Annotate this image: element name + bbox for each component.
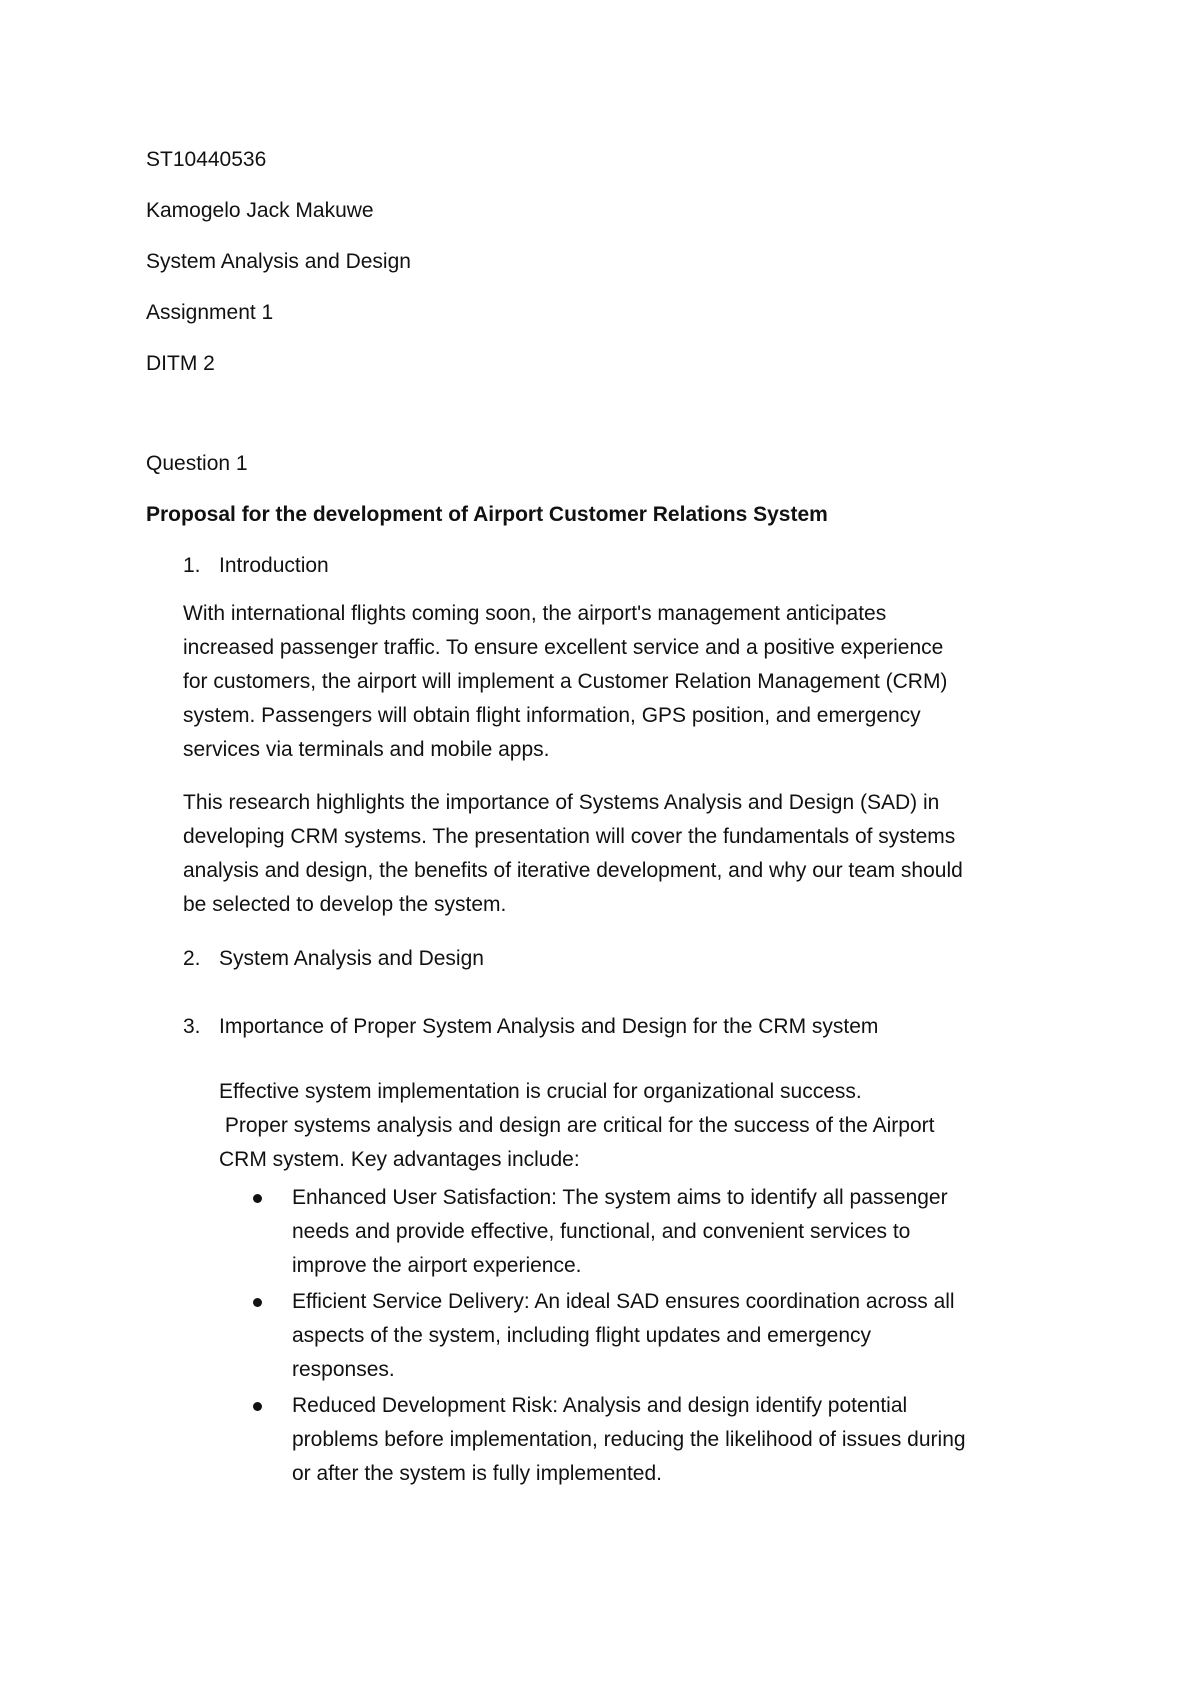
text-line: for customers, the airport will implement a Customer Relation Management (CRM)	[183, 670, 948, 693]
text-line: Effective system implementation is crucial for organizational success.	[219, 1080, 862, 1103]
section-heading-introduction	[183, 553, 329, 579]
intro-paragraph-2	[183, 786, 1083, 922]
text-line: responses.	[292, 1358, 395, 1381]
text-line: needs and provide effective, functional, and convenient services to	[292, 1220, 911, 1243]
text-line: With international flights coming soon, the airport's management anticipates	[183, 602, 887, 625]
module-name: System Analysis and Design	[146, 250, 411, 273]
section-heading-sad	[183, 946, 484, 972]
text-line: This research highlights the importance of Systems Analysis and Design (SAD) in	[183, 791, 940, 814]
text-line: be selected to develop the system.	[183, 893, 507, 916]
section-number: 3.	[183, 1015, 201, 1038]
advantages-list	[247, 1181, 1107, 1493]
section-number: 2.	[183, 947, 201, 970]
course-label: DITM 2	[146, 352, 215, 375]
list-item	[247, 1181, 1107, 1283]
text-line: Proper systems analysis and design are critical for the success of the Airport	[219, 1114, 935, 1137]
section-number: 1.	[183, 554, 201, 577]
list-item	[247, 1285, 1107, 1387]
section-heading-importance	[183, 1014, 878, 1040]
text-line: Enhanced User Satisfaction: The system aims to identify all passenger	[292, 1186, 948, 1209]
text-line: problems before implementation, reducing the likelihood of issues during	[292, 1428, 966, 1451]
assignment-label: Assignment 1	[146, 301, 274, 324]
intro-paragraph-1	[183, 597, 1083, 767]
section-heading-text: Importance of Proper System Analysis and Design for the CRM system	[219, 1015, 879, 1038]
text-line: increased passenger traffic. To ensure excellent service and a positive experience	[183, 636, 944, 659]
text-line: developing CRM systems. The presentation will cover the fundamentals of systems	[183, 825, 956, 848]
text-line: aspects of the system, including flight updates and emergency	[292, 1324, 871, 1347]
bullet-icon	[253, 1402, 262, 1411]
student-id: ST10440536	[146, 148, 267, 171]
text-line: Reduced Development Risk: Analysis and design identify potential	[292, 1394, 908, 1417]
section-heading-text: Introduction	[219, 554, 329, 577]
proposal-title: Proposal for the development of Airport Customer Relations System	[146, 503, 828, 526]
text-line: analysis and design, the benefits of iterative development, and why our team should	[183, 859, 963, 882]
bullet-icon	[253, 1298, 262, 1307]
text-line: or after the system is fully implemented.	[292, 1462, 662, 1485]
question-label: Question 1	[146, 452, 248, 475]
text-line: services via terminals and mobile apps.	[183, 738, 550, 761]
list-item	[247, 1389, 1107, 1491]
importance-paragraph	[219, 1075, 1079, 1177]
text-line: Efficient Service Delivery: An ideal SAD ensures coordination across all	[292, 1290, 955, 1313]
text-line: CRM system. Key advantages include:	[219, 1148, 580, 1171]
section-heading-text: System Analysis and Design	[219, 947, 484, 970]
student-name: Kamogelo Jack Makuwe	[146, 199, 374, 222]
bullet-icon	[253, 1194, 262, 1203]
text-line: system. Passengers will obtain flight information, GPS position, and emergency	[183, 704, 921, 727]
text-line: improve the airport experience.	[292, 1254, 582, 1277]
